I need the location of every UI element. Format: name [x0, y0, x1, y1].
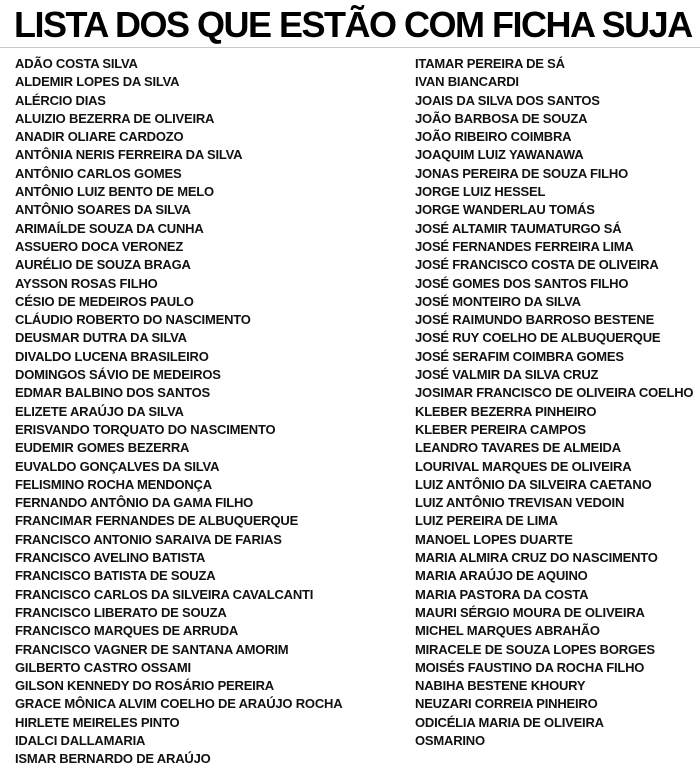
list-item: DOMINGOS SÁVIO DE MEDEIROS [15, 367, 221, 383]
list-item: MIRACELE DE SOUZA LOPES BORGES [415, 641, 655, 657]
list-item: MOISÉS FAUSTINO DA ROCHA FILHO [415, 659, 645, 675]
list-item: ANADIR OLIARE CARDOZO [15, 129, 184, 145]
list-item: IVAN BIANCARDI [415, 74, 519, 90]
list-item: DIVALDO LUCENA BRASILEIRO [15, 348, 209, 364]
list-item: JOÃO RIBEIRO COIMBRA [415, 129, 572, 145]
list-item: ARIMAÍLDE SOUZA DA CUNHA [15, 220, 204, 236]
list-item: JOSIMAR FRANCISCO DE OLIVEIRA COELHO [415, 385, 694, 401]
list-item: FRANCISCO BATISTA DE SOUZA [15, 568, 216, 584]
list-item: ADÃO COSTA SILVA [15, 56, 138, 71]
list-item: GILBERTO CASTRO OSSAMI [15, 659, 191, 675]
list-item: JOÃO BARBOSA DE SOUZA [415, 110, 588, 126]
list-item: JOSÉ SERAFIM COIMBRA GOMES [415, 348, 624, 364]
list-item: NABIHA BESTENE KHOURY [415, 678, 586, 694]
list-item: ANTÔNIA NERIS FERREIRA DA SILVA [15, 147, 243, 163]
list-item: ANTÔNIO LUIZ BENTO DE MELO [15, 184, 214, 200]
list-item: AYSSON ROSAS FILHO [15, 275, 158, 291]
list-item: MANOEL LOPES DUARTE [415, 531, 573, 547]
list-item: ANTÔNIO CARLOS GOMES [15, 165, 182, 181]
list-item: NEUZARI CORREIA PINHEIRO [415, 696, 598, 712]
list-item: LEANDRO TAVARES DE ALMEIDA [415, 440, 621, 456]
name-column-left [15, 55, 415, 769]
list-item: MARIA PASTORA DA COSTA [415, 586, 589, 602]
list-item: FRANCISCO LIBERATO DE SOUZA [15, 604, 227, 620]
list-item: JONAS PEREIRA DE SOUZA FILHO [415, 165, 629, 181]
list-item: JOSÉ FERNANDES FERREIRA LIMA [415, 238, 634, 254]
list-item: JOSÉ MONTEIRO DA SILVA [415, 293, 581, 309]
list-item: JOSÉ FRANCISCO COSTA DE OLIVEIRA [415, 257, 659, 273]
list-item: MARIA ALMIRA CRUZ DO NASCIMENTO [415, 550, 658, 566]
name-column-right [415, 55, 700, 769]
list-item: ASSUERO DOCA VERONEZ [15, 238, 184, 254]
list-item: JORGE WANDERLAU TOMÁS [415, 202, 595, 218]
list-item: KLEBER PEREIRA CAMPOS [415, 421, 586, 437]
list-item: MARIA ARAÚJO DE AQUINO [415, 568, 588, 584]
list-item: LUIZ ANTÔNIO DA SILVEIRA CAETANO [415, 476, 652, 492]
list-item: KLEBER BEZERRA PINHEIRO [415, 403, 597, 419]
list-item: DEUSMAR DUTRA DA SILVA [15, 330, 187, 346]
list-item: MAURI SÉRGIO MOURA DE OLIVEIRA [415, 604, 645, 620]
list-item: HIRLETE MEIRELES PINTO [15, 714, 180, 730]
list-item: FERNANDO ANTÔNIO DA GAMA FILHO [15, 495, 254, 511]
list-item: EUDEMIR GOMES BEZERRA [15, 440, 190, 456]
list-item: JOSÉ RAIMUNDO BARROSO BESTENE [415, 312, 655, 328]
list-item: AURÉLIO DE SOUZA BRAGA [15, 257, 191, 273]
list-item: JOSÉ GOMES DOS SANTOS FILHO [415, 275, 629, 291]
list-item: EUVALDO GONÇALVES DA SILVA [15, 458, 220, 474]
list-item: ISMAR BERNARDO DE ARAÚJO [15, 751, 211, 767]
list-item: JOSÉ RUY COELHO DE ALBUQUERQUE [415, 330, 661, 346]
list-item: CLÁUDIO ROBERTO DO NASCIMENTO [15, 312, 251, 328]
list-item: MICHEL MARQUES ABRAHÃO [415, 623, 600, 639]
list-item: EDMAR BALBINO DOS SANTOS [15, 385, 211, 401]
list-item: ODICÉLIA MARIA DE OLIVEIRA [415, 714, 604, 730]
list-item: FRANCISCO AVELINO BATISTA [15, 550, 206, 566]
name-list [0, 48, 700, 769]
list-item: GILSON KENNEDY DO ROSÁRIO PEREIRA [15, 678, 274, 694]
list-item: JOAQUIM LUIZ YAWANAWA [415, 147, 584, 163]
list-item: ITAMAR PEREIRA DE SÁ [415, 56, 565, 71]
list-item: ALUIZIO BEZERRA DE OLIVEIRA [15, 110, 215, 126]
list-item: JOSÉ VALMIR DA SILVA CRUZ [415, 367, 599, 383]
list-item: LUIZ PEREIRA DE LIMA [415, 513, 558, 529]
list-item: FRANCIMAR FERNANDES DE ALBUQUERQUE [15, 513, 299, 529]
list-item: FRANCISCO VAGNER DE SANTANA AMORIM [15, 641, 289, 657]
list-item: ALDEMIR LOPES DA SILVA [15, 74, 180, 90]
list-item: ERISVANDO TORQUATO DO NASCIMENTO [15, 421, 276, 437]
list-item: LUIZ ANTÔNIO TREVISAN VEDOIN [415, 495, 625, 511]
list-item: LOURIVAL MARQUES DE OLIVEIRA [415, 458, 632, 474]
list-item: JOAIS DA SILVA DOS SANTOS [415, 92, 600, 108]
list-item: OSMARINO [415, 732, 485, 748]
list-item: FRANCISCO ANTONIO SARAIVA DE FARIAS [15, 531, 282, 547]
list-item: FELISMINO ROCHA MENDONÇA [15, 476, 212, 492]
list-item: FRANCISCO MARQUES DE ARRUDA [15, 623, 239, 639]
list-item: GRACE MÔNICA ALVIM COELHO DE ARAÚJO ROCHA [15, 696, 343, 712]
list-item: CÉSIO DE MEDEIROS PAULO [15, 293, 194, 309]
list-item: FRANCISCO CARLOS DA SILVEIRA CAVALCANTI [15, 586, 314, 602]
list-item: ELIZETE ARAÚJO DA SILVA [15, 403, 184, 419]
list-item: JOSÉ ALTAMIR TAUMATURGO SÁ [415, 220, 622, 236]
list-item: IDALCI DALLAMARIA [15, 732, 146, 748]
page-title: LISTA DOS QUE ESTÃO COM FICHA SUJA [14, 4, 692, 45]
list-item: JORGE LUIZ HESSEL [415, 184, 546, 200]
list-item: ANTÔNIO SOARES DA SILVA [15, 202, 191, 218]
list-item: ALÉRCIO DIAS [15, 92, 106, 108]
